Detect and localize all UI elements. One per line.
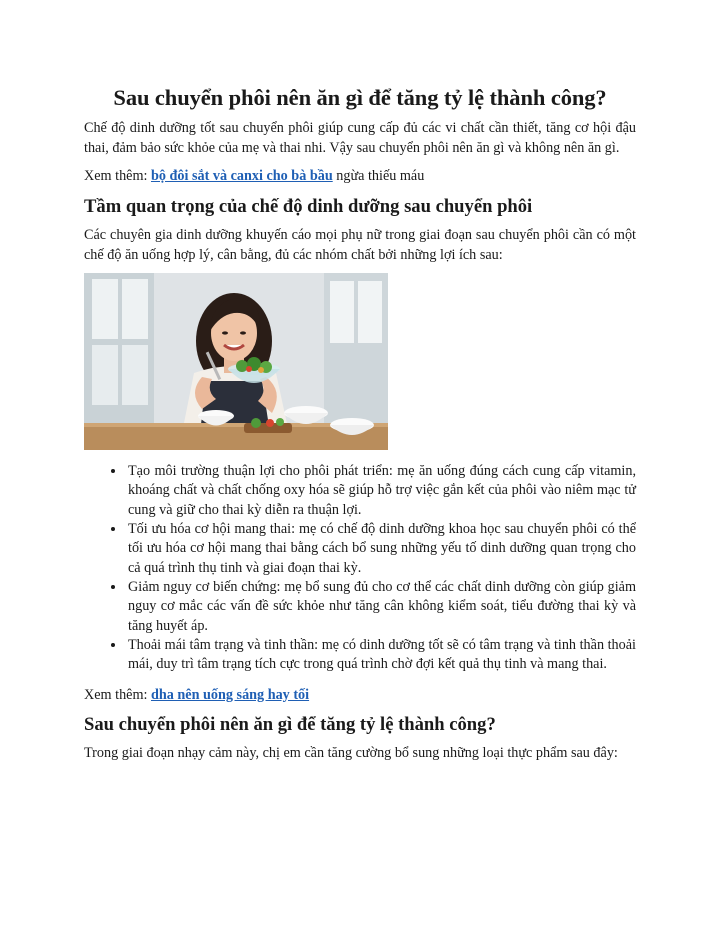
see-more-1 bbox=[84, 166, 636, 186]
see-more-1-suffix: ngừa thiếu máu bbox=[332, 168, 425, 185]
article bbox=[84, 84, 636, 771]
see-more-2-prefix: Xem thêm: bbox=[84, 686, 151, 703]
see-more-2-link[interactable]: dha nên uống sáng hay tối bbox=[150, 686, 310, 703]
list-item: • Thoải mái tâm trạng và tinh thần: mẹ có dinh dưỡng tốt sẽ có tâm trạng và tinh thần thoải mái, duy trì tâm trạng tích cực trong quá trình chờ đợi kết quả thụ tinh và mang thai. bbox=[126, 636, 636, 675]
section1-paragraph: Các chuyên gia dinh dưỡng khuyến cáo mọi phụ nữ trong giai đoạn sau chuyển phôi cần có một chế độ ăn uống hợp lý, cân bằng, đủ các nhóm chất bởi những lợi ích sau: bbox=[84, 226, 636, 263]
benefits-list bbox=[84, 462, 636, 674]
list-item: • Tối ưu hóa cơ hội mang thai: mẹ có chế độ dinh dưỡng khoa học sau chuyển phôi có thể tối ưu hóa cơ hội mang thai bằng cách bổ sung những yếu tố dinh dưỡng quan trọng cho cả quá trình thụ tinh và giai đoạn thai kỳ. bbox=[126, 520, 636, 578]
list-item: • Tạo môi trường thuận lợi cho phôi phát triển: mẹ ăn uống đúng cách cung cấp vitamin, khoáng chất và chất chống oxy hóa sẽ giúp hỗ trợ việc gắn kết của phôi vào niêm mạc tử cung và giữ cho thai kỳ diễn ra thuận lợi. bbox=[126, 462, 636, 520]
woman-eating-salad-photo bbox=[84, 273, 388, 450]
intro-paragraph: Chế độ dinh dưỡng tốt sau chuyển phôi giúp cung cấp đủ các vi chất cần thiết, tăng cơ hội đậu thai, đảm bảo sức khỏe của mẹ và thai nhi. Vậy sau chuyển phôi nên ăn gì và không nên ăn gì. bbox=[84, 120, 636, 157]
see-more-2 bbox=[84, 685, 636, 705]
see-more-1-link[interactable]: bộ đôi sắt và canxi cho bà bầu bbox=[150, 168, 333, 185]
section2-paragraph: Trong giai đoạn nhạy cảm này, chị em cần tăng cường bổ sung những loại thực phẩm sau đây: bbox=[84, 744, 618, 761]
list-item: • Giảm nguy cơ biến chứng: mẹ bổ sung đủ cho cơ thể các chất dinh dưỡng còn giúp giảm nguy cơ mắc các vấn đề sức khỏe như tăng cân không kiểm soát, tiểu đường thai kỳ và tăng huyết áp. bbox=[126, 578, 636, 636]
section1-heading: Tầm quan trọng của chế độ dinh dưỡng sau chuyển phôi bbox=[84, 195, 533, 217]
section2-heading: Sau chuyển phôi nên ăn gì để tăng tỷ lệ thành công? bbox=[84, 713, 496, 735]
see-more-1-prefix: Xem thêm: bbox=[84, 168, 151, 185]
page-title: Sau chuyển phôi nên ăn gì để tăng tỷ lệ thành công? bbox=[113, 85, 607, 110]
